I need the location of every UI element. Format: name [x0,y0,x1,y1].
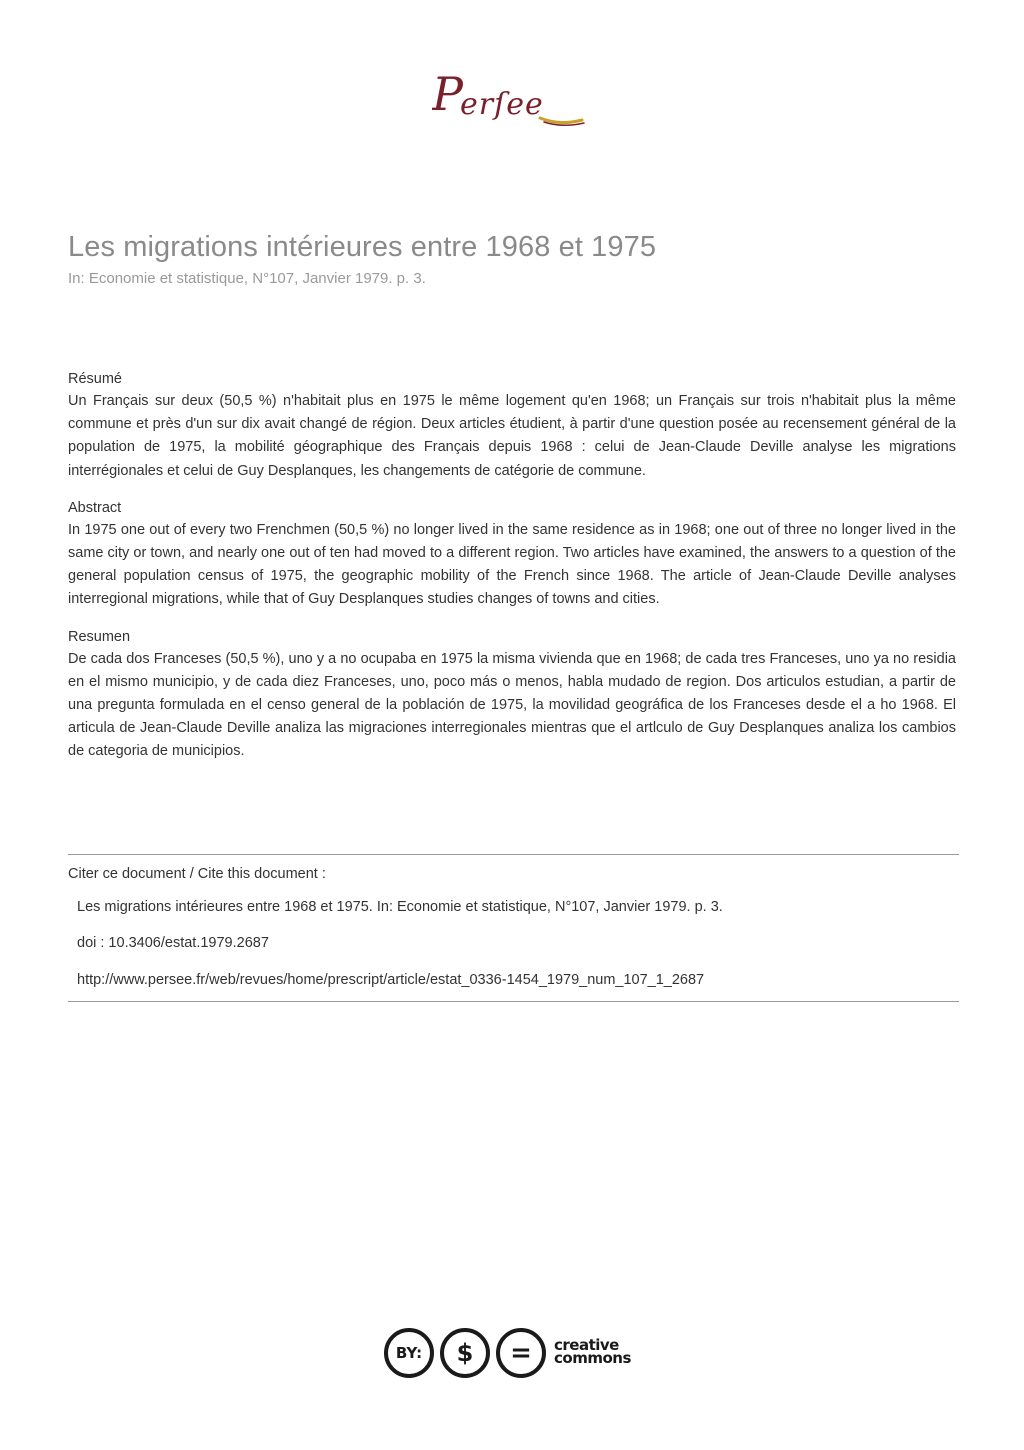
abstract-heading: Résumé [68,371,122,387]
cc-noncommercial-icon: $ [440,1328,490,1378]
abstract-fr [68,368,956,483]
cc-wordmark [554,1336,631,1367]
cc-noderivatives-icon: = [496,1328,546,1378]
citation-box [68,854,959,1002]
svg-text:erſee: erſee [460,87,544,122]
citation-doi[interactable]: doi : 10.3406/estat.1979.2687 [77,935,269,951]
persee-logo [432,62,592,132]
document-source: In: Economie et statistique, N°107, Janvier 1979. p. 3. [68,270,426,287]
abstract-heading: Resumen [68,628,131,645]
abstract-text: Un Français sur deux (50,5 %) n'habitait plus en 1975 le même logement qu'en 1968; un Français sur trois n'habitait plus la même commune et près d'un sur dix avait changé de région. Deux articles étudient, à partir d'une question posée au recensement général de la population de 1975, la mobilité géographique des Français depuis 1968 : celui de Jean-Claude Deville analyse les migrations interrégionales et celui de Guy Desplanques, les changements de catégorie de commune. [68,393,956,479]
abstract-es [68,626,956,764]
abstract-text: De cada dos Franceses (50,5 %), uno y a no ocupaba en 1975 la misma vivienda que en 1968; de cada tres Franceses, uno ya no residia en el mismo municipio, y de cada diez Franceses, uno, poco más o menos, habla mudado de region. Dos articulos estudian, a partir de una pregunta formulada en el censo general de la población de 1975, la movilidad geográfica de los Franceses desde el a ho 1968. El articula de Jean-Claude Deville analiza las migraciones interregionales mientras que el artlculo de Guy Desplanques analiza los cambios de categoria de municipios. [68,650,956,760]
cc-by-icon: BY: [384,1328,434,1378]
abstract-en [68,497,956,612]
document-title: Les migrations intérieures entre 1968 et 1975 [68,231,657,263]
svg-text:P: P [432,67,463,121]
citation-reference: Les migrations intérieures entre 1968 et 1975. In: Economie et statistique, N°107, Janvier 1979. p. 3. [77,899,723,915]
abstract-text: In 1975 one out of every two Frenchmen (50,5 %) no longer lived in the same residence as in 1968; one out of three no longer lived in the same city or town, and nearly one out of ten had moved to a different region. Two articles have examined, the answers to a question of the general population census of 1975, the geographic mobility of the French since 1968. The article of Jean-Claude Deville analyses interregional migrations, while that of Guy Desplanques studies changes of towns and cities. [68,521,956,608]
citation-url-link[interactable]: http://www.persee.fr/web/revues/home/prescript/article/estat_0336-1454_1979_num_107_1_2687 [77,972,705,988]
citation-heading: Citer ce document / Cite this document : [68,866,326,882]
cc-wordmark-line1: creative [554,1336,619,1354]
abstract-heading: Abstract [68,499,122,516]
creative-commons-license-badge[interactable] [384,1328,644,1384]
document-header [68,228,958,290]
cc-wordmark-line2: commons [554,1349,631,1367]
abstracts-section [68,368,956,778]
